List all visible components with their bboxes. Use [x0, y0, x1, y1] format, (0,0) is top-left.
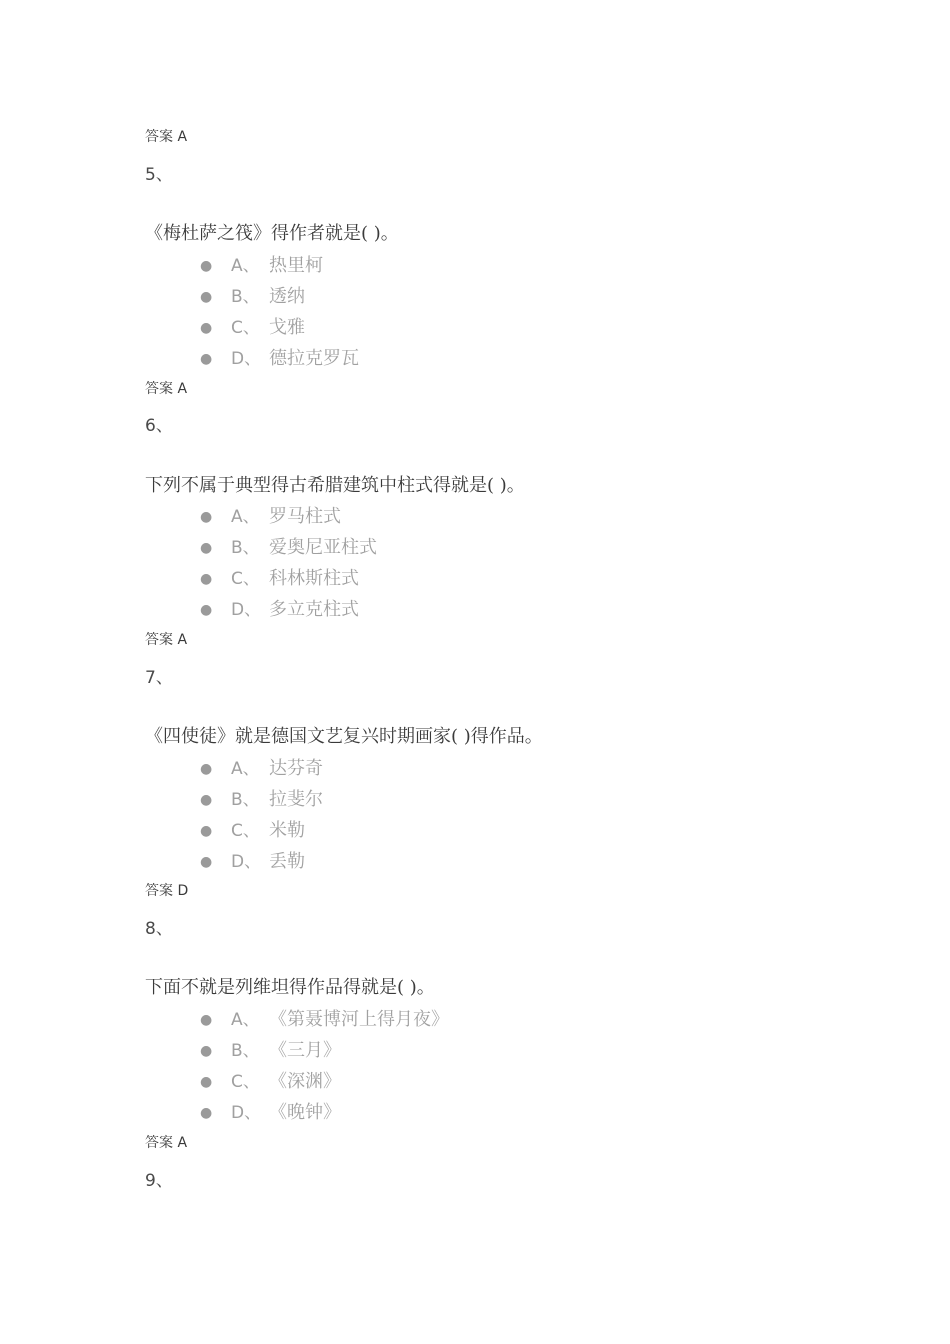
- option-text: 科林斯柱式: [269, 568, 359, 589]
- option-letter: A、: [231, 1010, 260, 1030]
- answer-label: 答案 A: [145, 129, 188, 145]
- bullet-icon: ●: [200, 792, 213, 808]
- option-text: 米勒: [269, 820, 305, 841]
- option-text: 丢勒: [269, 851, 305, 872]
- bullet-icon: ●: [200, 540, 213, 556]
- bullet-icon: ●: [200, 1074, 213, 1090]
- bullet-icon: ●: [200, 509, 213, 525]
- option-text: 《深渊》: [269, 1071, 341, 1092]
- answer-label: 答案 A: [145, 632, 188, 648]
- question-number: 6、: [145, 416, 173, 436]
- bullet-icon: ●: [200, 854, 213, 870]
- option-letter: D、: [231, 1103, 262, 1123]
- question-stem: 《四使徒》就是德国文艺复兴时期画家( )得作品。: [145, 726, 543, 747]
- bullet-icon: ●: [200, 761, 213, 777]
- question-stem: 下面不就是列维坦得作品得就是( )。: [145, 977, 435, 998]
- question-number: 9、: [145, 1171, 173, 1191]
- bullet-icon: ●: [200, 258, 213, 274]
- option-letter: D、: [231, 852, 262, 872]
- option-letter: A、: [231, 507, 260, 527]
- bullet-icon: ●: [200, 823, 213, 839]
- bullet-icon: ●: [200, 1012, 213, 1028]
- option-letter: C、: [231, 569, 260, 589]
- option-text: 达芬奇: [269, 758, 323, 779]
- option-text: 爱奥尼亚柱式: [269, 537, 377, 558]
- option-letter: D、: [231, 600, 262, 620]
- bullet-icon: ●: [200, 320, 213, 336]
- option-letter: B、: [231, 790, 260, 810]
- bullet-icon: ●: [200, 351, 213, 367]
- option-text: 热里柯: [269, 255, 323, 276]
- option-text: 透纳: [269, 286, 305, 307]
- option-letter: A、: [231, 256, 260, 276]
- option-letter: C、: [231, 821, 260, 841]
- bullet-icon: ●: [200, 602, 213, 618]
- option-text: 罗马柱式: [269, 506, 341, 527]
- option-letter: D、: [231, 349, 262, 369]
- question-stem: 《梅杜萨之筏》得作者就是( )。: [145, 223, 399, 244]
- answer-label: 答案 A: [145, 1135, 188, 1151]
- option-text: 《三月》: [269, 1040, 341, 1061]
- option-text: 《第聂博河上得月夜》: [269, 1009, 449, 1030]
- option-letter: C、: [231, 318, 260, 338]
- option-text: 德拉克罗瓦: [269, 348, 359, 369]
- option-letter: C、: [231, 1072, 260, 1092]
- bullet-icon: ●: [200, 289, 213, 305]
- option-text: 拉斐尔: [269, 789, 323, 810]
- question-stem: 下列不属于典型得古希腊建筑中柱式得就是( )。: [145, 475, 525, 496]
- bullet-icon: ●: [200, 1043, 213, 1059]
- option-letter: A、: [231, 759, 260, 779]
- answer-label: 答案 D: [145, 883, 189, 899]
- option-letter: B、: [231, 287, 260, 307]
- bullet-icon: ●: [200, 571, 213, 587]
- answer-label: 答案 A: [145, 381, 188, 397]
- bullet-icon: ●: [200, 1105, 213, 1121]
- option-text: 戈雅: [269, 317, 305, 338]
- option-letter: B、: [231, 538, 260, 558]
- question-number: 7、: [145, 668, 173, 688]
- option-letter: B、: [231, 1041, 260, 1061]
- question-number: 5、: [145, 165, 173, 185]
- option-text: 多立克柱式: [269, 599, 359, 620]
- question-number: 8、: [145, 919, 173, 939]
- option-text: 《晚钟》: [269, 1102, 341, 1123]
